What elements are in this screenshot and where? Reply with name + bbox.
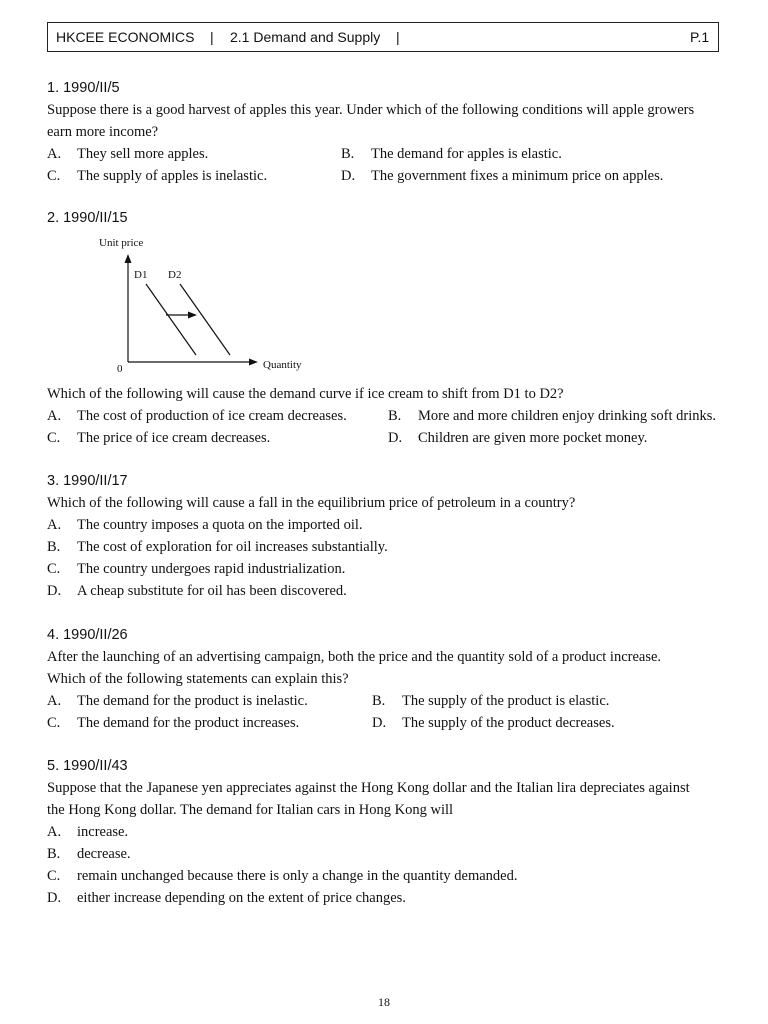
option-text: decrease. — [77, 846, 131, 862]
option-letter: C. — [47, 561, 61, 577]
option-letter: B. — [47, 846, 61, 862]
option-letter: C. — [47, 868, 61, 884]
header-page: P.1 — [690, 29, 710, 45]
option-letter: C. — [47, 430, 61, 446]
question-title: 3. 1990/II/17 — [47, 473, 128, 489]
question-stem: Which of the following statements can explain this? — [47, 671, 349, 687]
header-subject: HKCEE ECONOMICS — [56, 29, 195, 45]
option-text: The supply of apples is inelastic. — [77, 168, 268, 184]
demand-shift-graph — [90, 232, 330, 378]
option-text: The demand for the product is inelastic. — [77, 693, 308, 709]
option-text: The demand for apples is elastic. — [371, 146, 562, 162]
option-letter: D. — [47, 890, 62, 906]
option-text: The supply of the product is elastic. — [402, 693, 610, 709]
y-axis-arrow — [125, 254, 132, 263]
option-letter: D. — [341, 168, 356, 184]
option-letter: A. — [47, 146, 62, 162]
option-letter: A. — [47, 408, 62, 424]
demand-curve-d1 — [146, 284, 196, 355]
curve-label-d2: D2 — [168, 269, 182, 281]
question-stem: After the launching of an advertising campaign, both the price and the quantity sold of a product increase. — [47, 649, 662, 665]
shift-arrow-head — [188, 312, 197, 319]
option-letter: B. — [388, 408, 402, 424]
question-title: 2. 1990/II/15 — [47, 210, 128, 226]
option-text: The price of ice cream decreases. — [77, 430, 271, 446]
option-text: A cheap substitute for oil has been discovered. — [77, 583, 347, 599]
option-text: either increase depending on the extent of price changes. — [77, 890, 406, 906]
option-text: The government fixes a minimum price on apples. — [371, 168, 664, 184]
option-text: remain unchanged because there is only a change in the quantity demanded. — [77, 868, 518, 884]
option-text: The demand for the product increases. — [77, 715, 300, 731]
x-axis-label: Quantity — [263, 359, 302, 371]
option-letter: A. — [47, 824, 62, 840]
option-text: The supply of the product decreases. — [402, 715, 615, 731]
option-text: The cost of exploration for oil increases substantially. — [77, 539, 388, 555]
question-title: 4. 1990/II/26 — [47, 627, 128, 643]
question-stem: Which of the following will cause the demand curve if ice cream to shift from D1 to D2? — [47, 386, 564, 402]
x-axis-arrow — [249, 359, 258, 366]
header-separator: | — [210, 29, 214, 45]
question-stem: earn more income? — [47, 124, 159, 140]
option-letter: C. — [47, 715, 61, 731]
question-title: 5. 1990/II/43 — [47, 758, 128, 774]
curve-label-d1: D1 — [134, 269, 148, 281]
header-topic: 2.1 Demand and Supply — [230, 29, 381, 45]
option-letter: B. — [341, 146, 355, 162]
option-text: The country undergoes rapid industrialization. — [77, 561, 346, 577]
option-letter: D. — [47, 583, 62, 599]
option-letter: B. — [47, 539, 61, 555]
page-header — [47, 22, 719, 52]
y-axis-label: Unit price — [99, 237, 144, 249]
option-text: The cost of production of ice cream decreases. — [77, 408, 347, 424]
option-letter: A. — [47, 693, 62, 709]
option-text: They sell more apples. — [77, 146, 209, 162]
option-letter: D. — [372, 715, 387, 731]
option-letter: B. — [372, 693, 386, 709]
option-letter: C. — [47, 168, 61, 184]
demand-curve-d2 — [180, 284, 230, 355]
option-text: More and more children enjoy drinking soft drinks. — [418, 408, 716, 424]
page-number: 18 — [378, 995, 390, 1009]
question-title: 1. 1990/II/5 — [47, 80, 120, 96]
option-letter: A. — [47, 517, 62, 533]
option-text: increase. — [77, 824, 129, 840]
origin-label: 0 — [117, 363, 123, 375]
question-stem: Suppose that the Japanese yen appreciates against the Hong Kong dollar and the Italian lira depreciates against — [47, 780, 690, 796]
option-text: The country imposes a quota on the imported oil. — [77, 517, 363, 533]
option-text: Children are given more pocket money. — [418, 430, 648, 446]
header-separator: | — [396, 29, 400, 45]
question-stem: Which of the following will cause a fall in the equilibrium price of petroleum in a country? — [47, 495, 576, 511]
question-stem: the Hong Kong dollar. The demand for Italian cars in Hong Kong will — [47, 802, 454, 818]
question-stem: Suppose there is a good harvest of apples this year. Under which of the following conditions will apple growers — [47, 102, 695, 118]
option-letter: D. — [388, 430, 403, 446]
